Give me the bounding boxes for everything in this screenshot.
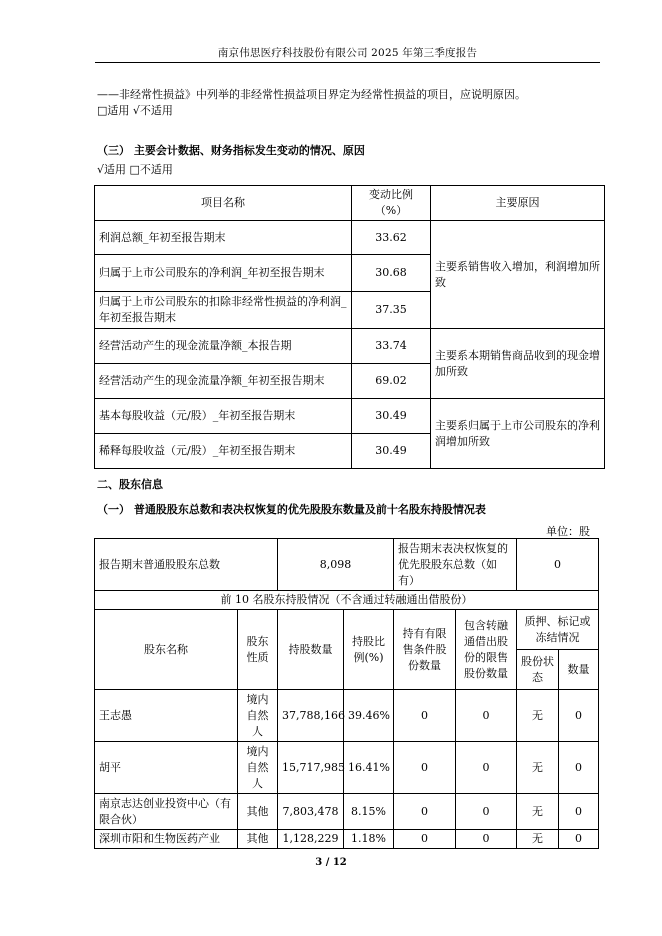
- holder-shares: 7,803,478: [278, 794, 344, 830]
- holder-ratio: 8.15%: [344, 794, 394, 830]
- holder-nature: 境内自然人: [238, 742, 278, 794]
- holder-ratio: 39.46%: [344, 690, 394, 742]
- item-ratio: 69.02: [352, 364, 431, 399]
- holder-ratio: 16.41%: [344, 742, 394, 794]
- holder-shares: 37,788,166: [278, 690, 344, 742]
- col-header-nature: 股东性质: [238, 610, 278, 690]
- table-row: [95, 794, 599, 830]
- table-row: [95, 690, 599, 742]
- unit-label: 单位：股: [546, 525, 590, 538]
- holder-pledge-qty: 0: [559, 830, 599, 849]
- holder-lent: 0: [456, 830, 517, 849]
- shareholder-table: [94, 538, 599, 849]
- holder-lent: 0: [456, 794, 517, 830]
- holder-pledge-qty: 0: [559, 690, 599, 742]
- shareholder-heading: 二、股东信息: [97, 478, 163, 491]
- reason-cell: 主要系归属于上市公司股东的净利润增加所致: [431, 399, 605, 469]
- table-row: [95, 742, 599, 794]
- item-ratio: 33.62: [352, 221, 431, 255]
- holder-ratio: 1.18%: [344, 830, 394, 849]
- item-name: 稀释每股收益（元/股）_年初至报告期末: [95, 434, 352, 469]
- holder-pledge-status: 无: [517, 794, 559, 830]
- col-header-lent: 包含转融通借出股份的限售股份数量: [456, 610, 517, 690]
- pref-holders-value: 0: [517, 539, 599, 591]
- col-header-reason: 主要原因: [431, 186, 605, 221]
- item-name: 归属于上市公司股东的扣除非经常性损益的净利润_年初至报告期末: [95, 292, 352, 329]
- table-row: [95, 221, 605, 255]
- holder-name: 胡平: [95, 742, 238, 794]
- change-table: [94, 185, 605, 469]
- pref-holders-label: 报告期末表决权恢复的优先股股东总数（如有）: [394, 539, 517, 591]
- holder-lent: 0: [456, 690, 517, 742]
- holder-restricted: 0: [394, 690, 456, 742]
- col-header-restricted: 持有有限售条件股份数量: [394, 610, 456, 690]
- holder-nature: 其他: [238, 794, 278, 830]
- holder-shares: 15,717,985: [278, 742, 344, 794]
- reason-cell: 主要系本期销售商品收到的现金增加所致: [431, 329, 605, 399]
- holder-pledge-status: 无: [517, 742, 559, 794]
- holder-pledge-status: 无: [517, 830, 559, 849]
- item-ratio: 30.49: [352, 434, 431, 469]
- holder-restricted: 0: [394, 742, 456, 794]
- reason-cell: 主要系销售收入增加，利润增加所致: [431, 221, 605, 329]
- top10-title: 前 10 名股东持股情况（不含通过转融通出借股份）: [95, 591, 599, 610]
- item-ratio: 30.68: [352, 255, 431, 292]
- holder-name: 深圳市阳和生物医药产业: [95, 830, 238, 849]
- intro-choice: □适用 √不适用: [97, 104, 173, 117]
- holder-nature: 其他: [238, 830, 278, 849]
- holder-name: 王志愚: [95, 690, 238, 742]
- holder-restricted: 0: [394, 794, 456, 830]
- intro-text: ——非经常性损益》中列举的非经常性损益项目界定为经常性损益的项目，应说明原因。: [97, 88, 526, 101]
- col-header-ratio: 变动比例（%）: [352, 186, 431, 221]
- col-header-pledge-status: 股份状态: [517, 650, 559, 690]
- shareholder-subheading: （一） 普通股股东总数和表决权恢复的优先股股东数量及前十名股东持股情况表: [97, 503, 486, 516]
- item-name: 经营活动产生的现金流量净额_本报告期: [95, 329, 352, 364]
- section3-heading: （三） 主要会计数据、财务指标发生变动的情况、原因: [97, 144, 365, 157]
- col-header-shares: 持股数量: [278, 610, 344, 690]
- page-header: 南京伟思医疗科技股份有限公司 2025 年第三季度报告: [217, 47, 478, 59]
- holder-restricted: 0: [394, 830, 456, 849]
- col-header-name: 股东名称: [95, 610, 238, 690]
- table-row: [95, 329, 605, 364]
- section3-choice: √适用 □不适用: [97, 163, 173, 176]
- holder-shares: 1,128,229: [278, 830, 344, 849]
- col-header-pledge: 质押、标记或冻结情况: [517, 610, 599, 650]
- item-name: 基本每股收益（元/股）_年初至报告期末: [95, 399, 352, 434]
- total-holders-label: 报告期末普通股股东总数: [95, 539, 278, 591]
- holder-pledge-status: 无: [517, 690, 559, 742]
- table-row: [95, 399, 605, 434]
- holder-name: 南京志达创业投资中心（有限合伙）: [95, 794, 238, 830]
- item-name: 利润总额_年初至报告期末: [95, 221, 352, 255]
- holder-pledge-qty: 0: [559, 794, 599, 830]
- holder-lent: 0: [456, 742, 517, 794]
- col-header-pledge-qty: 数量: [559, 650, 599, 690]
- col-header-item: 项目名称: [95, 186, 352, 221]
- item-name: 归属于上市公司股东的净利润_年初至报告期末: [95, 255, 352, 292]
- item-name: 经营活动产生的现金流量净额_年初至报告期末: [95, 364, 352, 399]
- holder-nature: 境内自然人: [238, 690, 278, 742]
- item-ratio: 30.49: [352, 399, 431, 434]
- holder-pledge-qty: 0: [559, 742, 599, 794]
- col-header-ratio: 持股比例(%): [344, 610, 394, 690]
- item-ratio: 37.35: [352, 292, 431, 329]
- table-row: [95, 830, 599, 849]
- total-holders-value: 8,098: [278, 539, 394, 591]
- item-ratio: 33.74: [352, 329, 431, 364]
- header-rule: [95, 62, 600, 63]
- page-number: 3 / 12: [315, 857, 347, 868]
